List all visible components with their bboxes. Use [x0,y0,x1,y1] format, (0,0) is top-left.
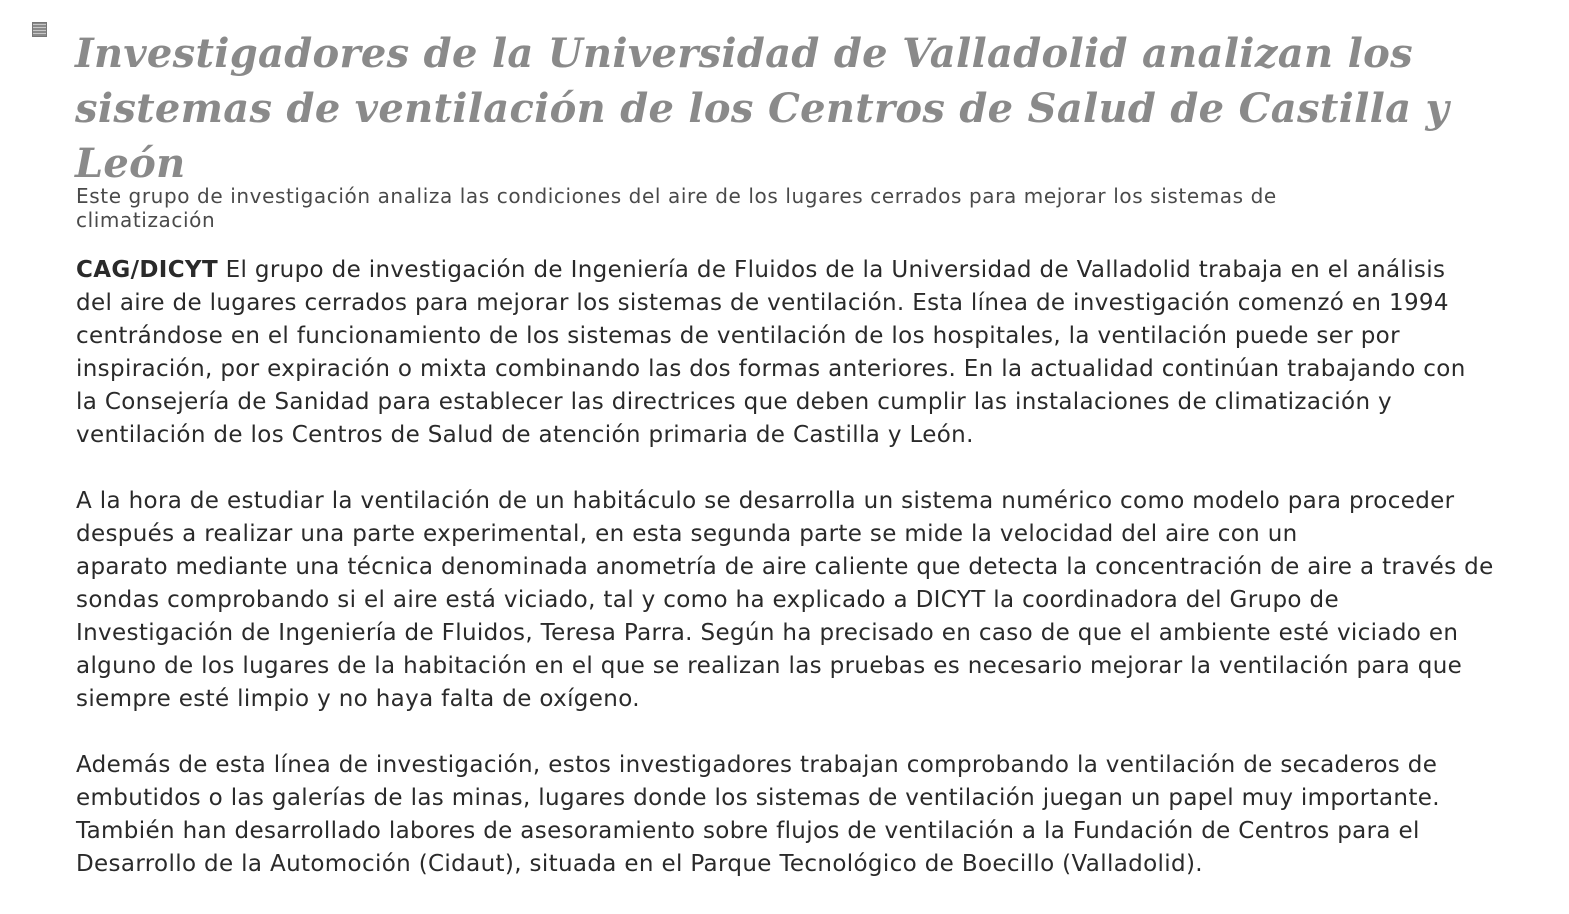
paragraph-2 [76,485,1556,716]
paragraph-3 [76,749,1556,881]
headline-line: Investigadores de la Universidad de Valladolid analizan los [75,30,1413,77]
paragraph-line: después a realizar una parte experimental, en esta segunda parte se mide la velocidad del aire con un [76,521,1298,547]
paragraph-line: aparato mediante una técnica denominada anometría de aire caliente que detecta la concentración de aire a través de [76,554,1494,580]
subtitle-line: Este grupo de investigación analiza las condiciones del aire de los lugares cerrados para mejorar los sistemas de [76,184,1277,208]
paragraph-line: embutidos o las galerías de las minas, lugares donde los sistemas de ventilación juegan un papel muy importante. [76,785,1440,811]
paragraph-line: También han desarrollado labores de asesoramiento sobre flujos de ventilación a la Fundación de Centros para el [76,818,1420,844]
news-agency-lead: CAG/DICYT [76,257,218,283]
paragraph-line: alguno de los lugares de la habitación en el que se realizan las pruebas es necesario mejorar la ventilación para que [76,653,1463,679]
article-headline [75,26,1535,191]
paragraph-line: siempre esté limpio y no haya falta de oxígeno. [76,686,640,712]
paragraph-1 [76,254,1556,452]
paragraph-line: ventilación de los Centros de Salud de atención primaria de Castilla y León. [76,422,974,448]
article-subtitle [76,184,1476,232]
headline-line: sistemas de ventilación de los Centros de Salud de Castilla y [75,85,1450,132]
paragraph-line [76,254,1556,287]
paragraph-line: centrándose en el funcionamiento de los sistemas de ventilación de los hospitales, la ventilación puede ser por [76,323,1400,349]
paragraph-line: Desarrollo de la Automoción (Cidaut), situada en el Parque Tecnológico de Boecillo (Valladolid). [76,851,1203,877]
paragraph-line: Además de esta línea de investigación, estos investigadores trabajan comprobando la ventilación de secaderos de [76,752,1438,778]
headline-line: León [75,140,186,187]
paragraph-line: Investigación de Ingeniería de Fluidos, Teresa Parra. Según ha precisado en caso de que el ambiente esté viciado en [76,620,1459,646]
paragraph-text: El grupo de investigación de Ingeniería de Fluidos de la Universidad de Valladolid trabaja en el análisis [217,257,1446,283]
subtitle-line: climatización [76,208,216,232]
paragraph-line: del aire de lugares cerrados para mejorar los sistemas de ventilación. Esta línea de investigación comenzó en 1994 [76,290,1449,316]
paragraph-line: la Consejería de Sanidad para establecer las directrices que deben cumplir las instalaciones de climatización y [76,389,1393,415]
paragraph-line: A la hora de estudiar la ventilación de un habitáculo se desarrolla un sistema numérico como modelo para proceder [76,488,1455,514]
paragraph-line: inspiración, por expiración o mixta combinando las dos formas anteriores. En la actualidad continúan trabajando con [76,356,1466,382]
bullet-square-icon [32,22,47,37]
paragraph-line: sondas comprobando si el aire está viciado, tal y como ha explicado a DICYT la coordinadora del Grupo de [76,587,1339,613]
article-body [76,254,1556,914]
